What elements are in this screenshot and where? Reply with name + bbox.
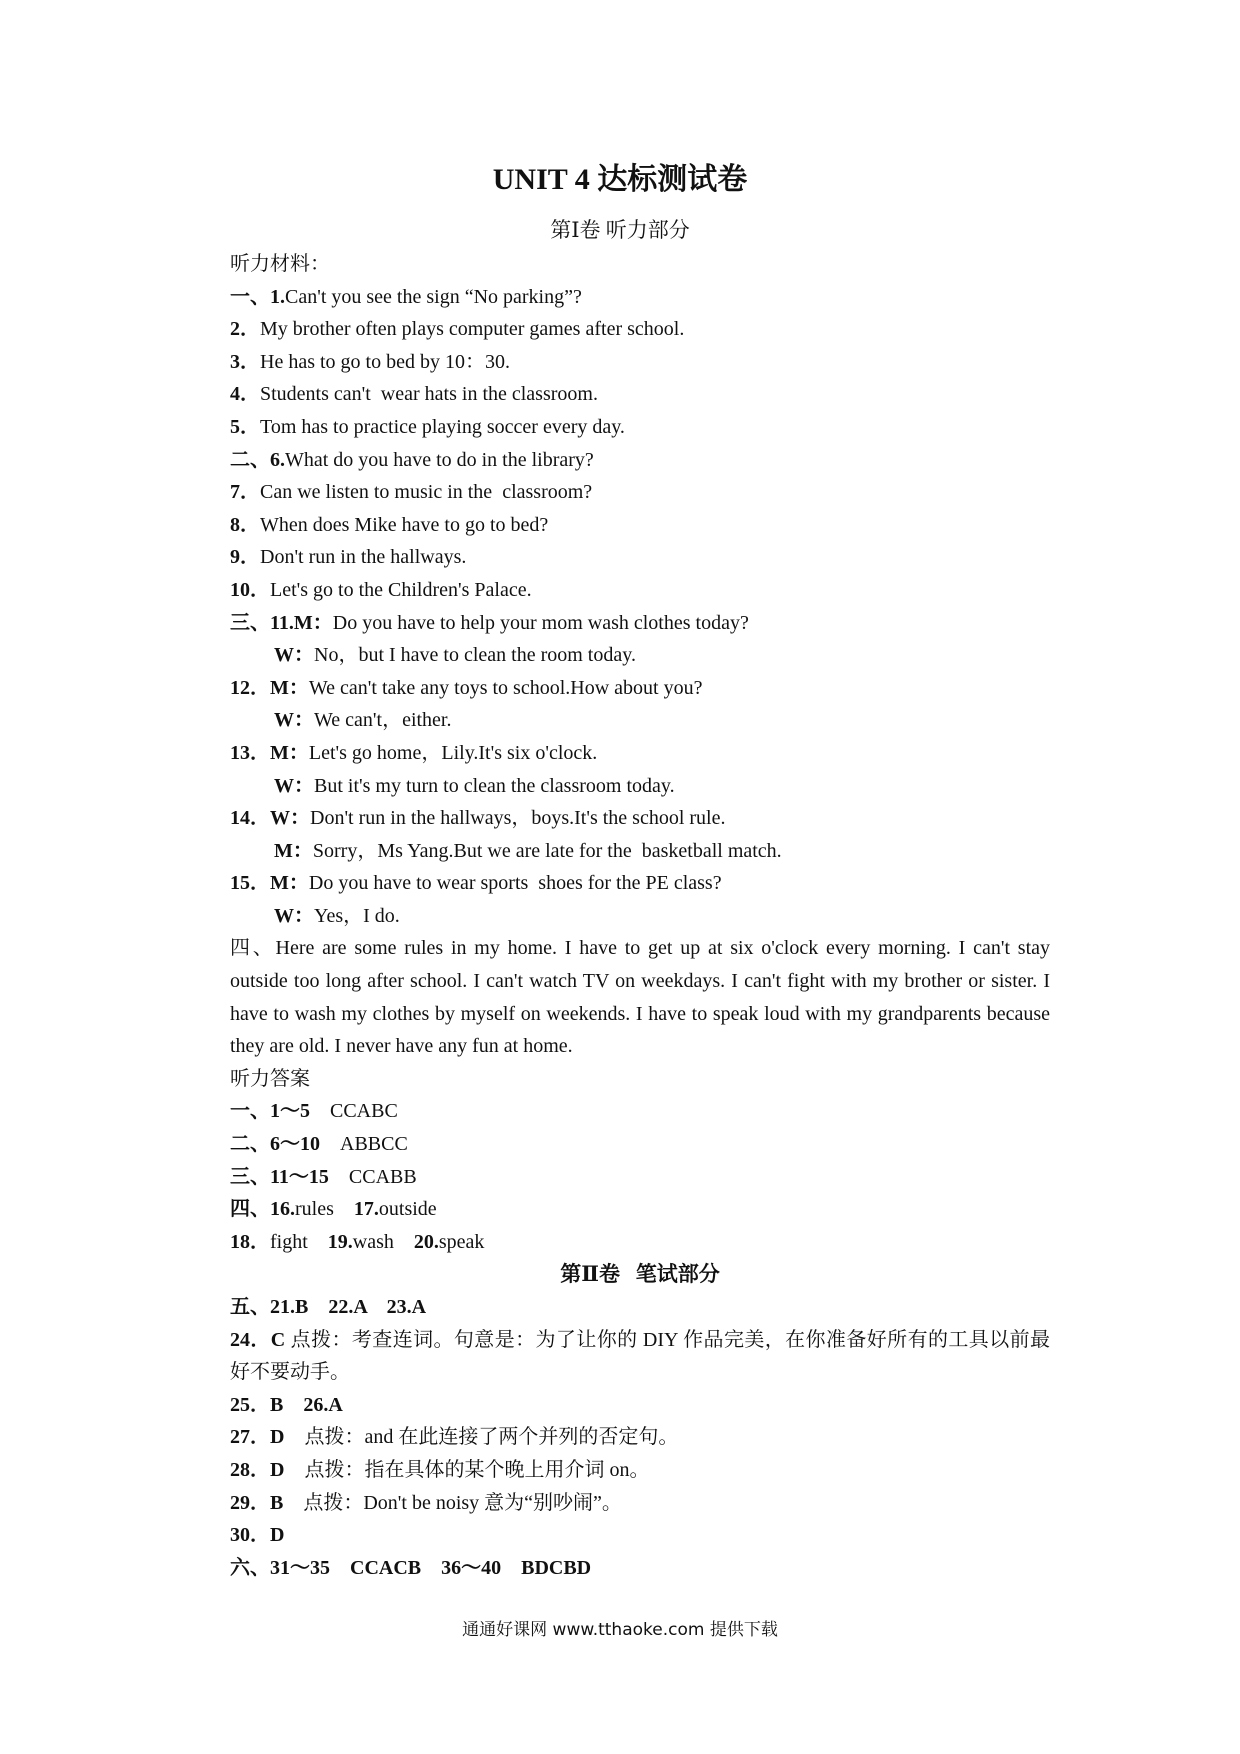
answer-row: 30．D — [230, 1524, 285, 1547]
answer-label: 三、11～15 — [230, 1165, 329, 1188]
answer-label: 四、16. — [230, 1198, 295, 1221]
dialogue-line — [230, 672, 1050, 705]
question-text: Let's go to the Children's Palace. — [270, 578, 532, 601]
answer-label: 20. — [413, 1230, 439, 1253]
answer-row — [230, 1161, 1050, 1194]
question-number: 三、11. — [230, 611, 294, 634]
answer-value: fight — [270, 1230, 308, 1253]
question-text: When does Mike have to go to bed? — [260, 513, 549, 536]
answer-value: speak — [438, 1230, 485, 1253]
dialogue-line — [230, 704, 1050, 737]
answer-row — [230, 1421, 1050, 1454]
question-item — [230, 509, 1050, 542]
answer-row — [230, 1128, 1050, 1161]
question-number: 8． — [230, 513, 260, 536]
dialogue-line — [230, 900, 1050, 933]
speaker-label: M： — [293, 611, 333, 634]
listening-material-heading: 听力材料： — [230, 253, 330, 275]
dialogue-text: We can't，either. — [314, 709, 452, 732]
dialogue-line — [230, 835, 1050, 868]
dialogue-line — [230, 639, 1050, 672]
dialogue-line — [230, 867, 1050, 900]
question-item — [230, 378, 1050, 411]
section-1-title: 第Ⅰ卷 听力部分 — [550, 218, 690, 242]
answer-label: 24．C — [230, 1328, 286, 1351]
answer-label: 一、1～5 — [230, 1100, 310, 1123]
dialogue-text: Don't run in the hallways，boys.It's the school rule. — [310, 807, 726, 830]
answer-note: 点拨：Don't be noisy 意为“别吵闹”。 — [303, 1491, 622, 1514]
dialogue-line — [230, 802, 1050, 835]
question-item — [230, 476, 1050, 509]
question-number: 7． — [230, 481, 260, 504]
dialogue-text: We can't take any toys to school.How about you? — [308, 676, 703, 699]
dialogue-text: No，but I have to clean the room today. — [314, 644, 636, 667]
dialogue-text: Sorry，Ms Yang.But we are late for the basketball match. — [312, 839, 782, 862]
question-text: Can't you see the sign “No parking”? — [285, 285, 582, 308]
answer-label: 二、6～10 — [230, 1133, 320, 1156]
answer-label: 17. — [353, 1198, 379, 1221]
answer-row — [230, 1487, 1050, 1520]
question-number: 2． — [230, 318, 260, 341]
question-item — [230, 541, 1050, 574]
question-number: 二、6. — [230, 448, 285, 471]
question-item — [230, 281, 1050, 314]
answer-label: 28．D — [230, 1458, 285, 1481]
page-title: UNIT 4 达标测试卷 — [492, 163, 748, 196]
speaker-label: W： — [270, 807, 310, 830]
question-text: Tom has to practice playing soccer every day. — [260, 415, 625, 438]
dialogue-line — [230, 770, 1050, 803]
question-item — [230, 444, 1050, 477]
answers-heading: 听力答案 — [230, 1067, 310, 1090]
speaker-label: W： — [274, 709, 314, 732]
speaker-label: W： — [274, 904, 314, 927]
question-text: Don't run in the hallways. — [260, 546, 467, 569]
question-number: 3． — [230, 350, 260, 373]
dialogue-line — [230, 737, 1050, 770]
question-number: 12． — [230, 676, 270, 699]
question-text: Can we listen to music in the classroom? — [260, 481, 593, 504]
question-item — [230, 574, 1050, 607]
answer-row — [230, 1454, 1050, 1487]
question-text: He has to go to bed by 10：30. — [260, 350, 510, 373]
dialogue-text: Yes，I do. — [314, 904, 400, 927]
speaker-label: M： — [270, 676, 309, 699]
speaker-label: M： — [270, 872, 309, 895]
document-body — [230, 248, 1050, 1584]
dialogue-line — [230, 607, 1050, 640]
question-item — [230, 313, 1050, 346]
dialogue-text: Do you have to wear sports shoes for the PE class? — [308, 872, 722, 895]
answer-label: 29．B — [230, 1491, 284, 1514]
passage-paragraph: 四、Here are some rules in my home. I have to get up at six o'clock every morning. I can't stay outside too long after school. I can't watch TV on weekdays. I can't fight with my brother or sister. I have to wash my clothes by myself on weekends. I have to speak loud with my grandparents because they are old. I never have any fun at home. — [230, 937, 1050, 1058]
answer-label: 18． — [230, 1230, 270, 1253]
answer-row — [230, 1226, 1050, 1259]
answer-row — [230, 1095, 1050, 1128]
answer-label: 27．D — [230, 1426, 285, 1449]
question-text: My brother often plays computer games after school. — [260, 318, 685, 341]
speaker-label: W： — [274, 644, 314, 667]
answer-note: 点拨：考查连词。句意是：为了让你的 DIY 作品完美，在你准备好所有的工具以前最好不要动手。 — [230, 1328, 1051, 1384]
question-text: What do you have to do in the library? — [285, 448, 594, 471]
answer-value: ABBCC — [340, 1133, 408, 1156]
question-number: 9． — [230, 546, 260, 569]
answer-note: 点拨：and 在此连接了两个并列的否定句。 — [304, 1426, 679, 1449]
question-number: 14． — [230, 807, 270, 830]
answer-value: outside — [378, 1198, 437, 1221]
speaker-label: W： — [274, 774, 314, 797]
question-item — [230, 411, 1050, 444]
dialogue-text: Let's go home，Lily.It's six o'clock. — [308, 741, 598, 764]
page-footer: 通通好课网 www.tthaoke.com 提供下载 — [462, 1620, 778, 1640]
question-item — [230, 346, 1050, 379]
answer-value: CCABC — [330, 1100, 398, 1123]
answer-row: 六、31～35 CCACB 36～40 BDCBD — [230, 1556, 592, 1579]
question-text: Students can't wear hats in the classroom. — [260, 383, 598, 406]
answer-value: wash — [352, 1230, 394, 1253]
answer-row: 五、21.B 22.A 23.A — [230, 1296, 427, 1318]
question-number: 5． — [230, 415, 260, 438]
speaker-label: M： — [270, 741, 309, 764]
answer-row — [230, 1193, 1050, 1226]
answer-value: CCABB — [348, 1165, 417, 1188]
question-number: 13． — [230, 741, 270, 764]
dialogue-text: Do you have to help your mom wash clothes today? — [332, 611, 749, 634]
question-number: 15． — [230, 872, 270, 895]
question-number: 一、1. — [230, 285, 285, 308]
question-number: 10． — [230, 578, 270, 601]
answer-note: 点拨：指在具体的某个晚上用介词 on。 — [304, 1458, 650, 1481]
section-2-title: 第Ⅱ卷 笔试部分 — [560, 1262, 720, 1287]
answer-value: rules — [295, 1198, 334, 1221]
answer-row — [230, 1324, 1050, 1389]
answer-row: 25．B 26.A — [230, 1393, 343, 1416]
speaker-label: M： — [274, 839, 313, 862]
dialogue-text: But it's my turn to clean the classroom today. — [314, 774, 675, 797]
answer-label: 19. — [327, 1230, 353, 1253]
question-number: 4． — [230, 383, 260, 406]
